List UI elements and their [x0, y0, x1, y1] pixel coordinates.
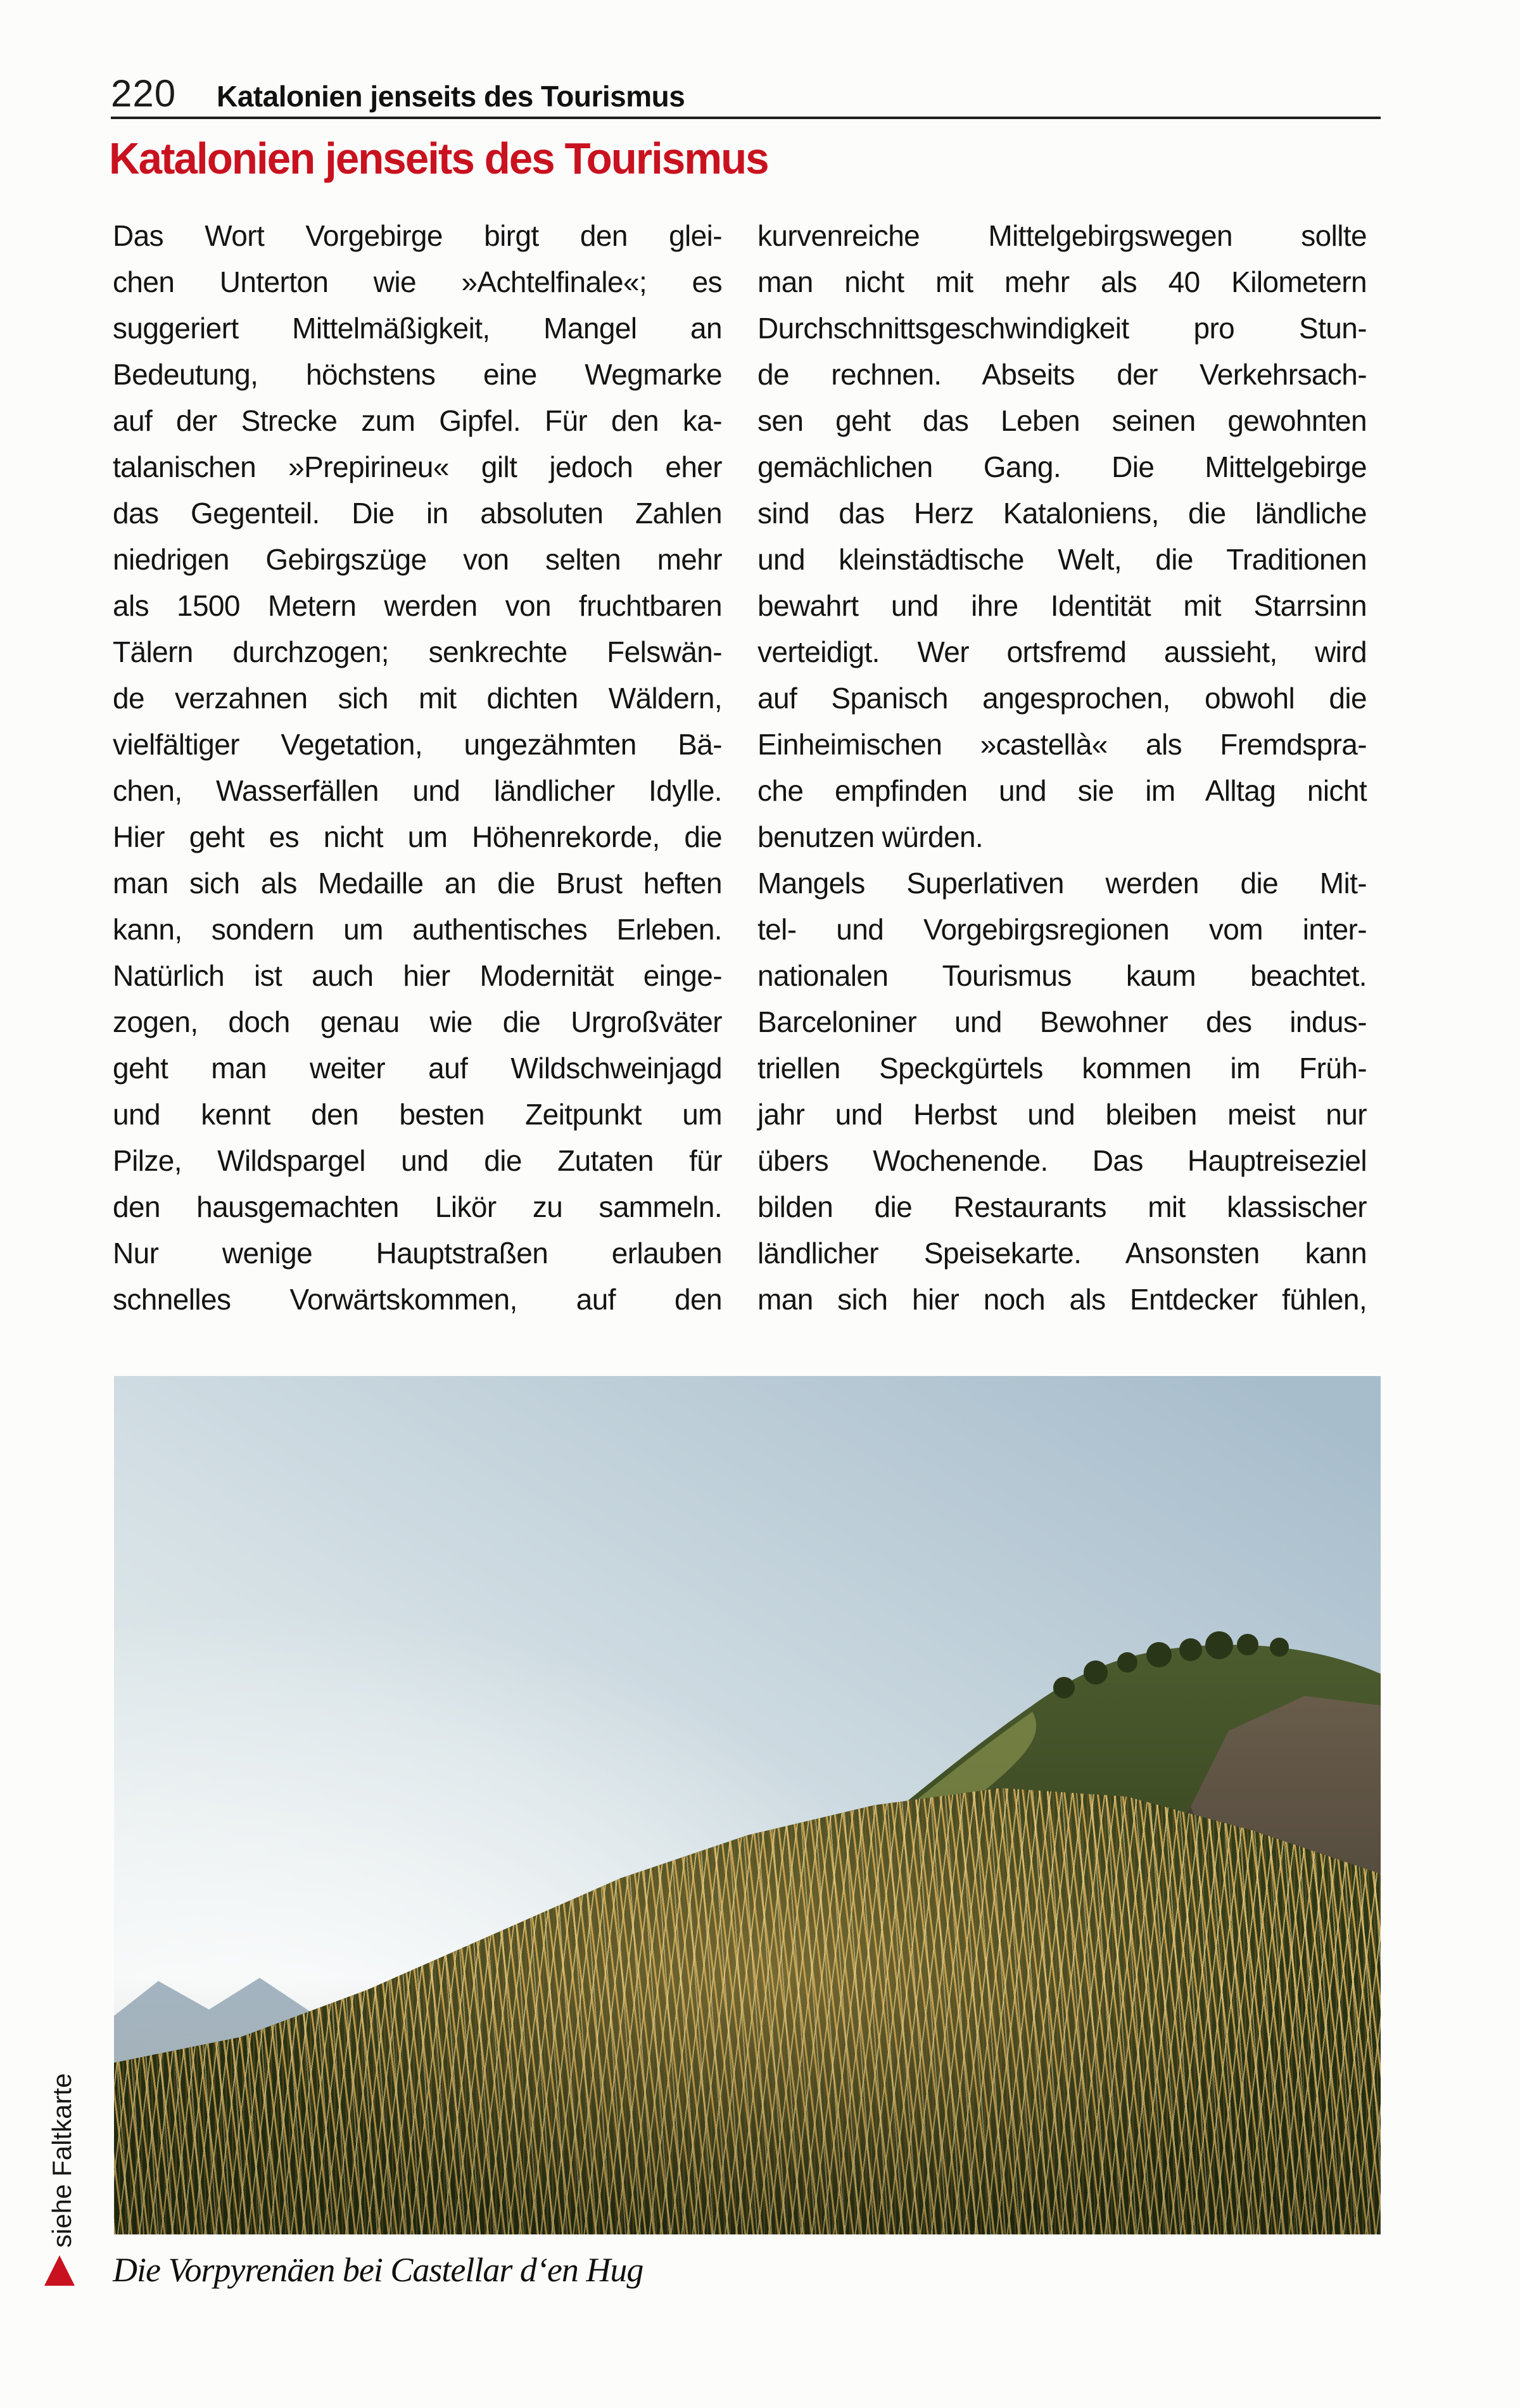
- text-line: den hausgemachten Likör zu sammeln.: [113, 1190, 722, 1223]
- text-line: de verzahnen sich mit dichten Wäldern,: [113, 682, 722, 715]
- text-line: übers Wochenende. Das Hauptreiseziel: [757, 1144, 1367, 1177]
- text-line: chen, Wasserfällen und ländlicher Idylle.: [113, 774, 722, 807]
- text-line: Natürlich ist auch hier Modernität einge-: [113, 959, 722, 992]
- margin-note-see-foldout-map: siehe Faltkarte: [47, 2073, 77, 2248]
- photo-vignette: [114, 1376, 1381, 2234]
- text-line: tel- und Vorgebirgsregionen vom inter-: [757, 913, 1367, 946]
- text-line: Tälern durchzogen; senkrechte Felswän-: [113, 635, 722, 668]
- text-line: man sich hier noch als Entdecker fühlen,: [757, 1283, 1367, 1316]
- text-line: Pilze, Wildspargel und die Zutaten für: [113, 1144, 722, 1177]
- text-line: bilden die Restaurants mit klassischer: [757, 1190, 1367, 1223]
- text-line: sen geht das Leben seinen gewohnten: [757, 404, 1367, 437]
- red-triangle-up-icon: [44, 2255, 75, 2286]
- text-line: kann, sondern um authentisches Erleben.: [113, 913, 722, 946]
- text-line: niedrigen Gebirgszüge von selten mehr: [113, 543, 722, 576]
- landscape-photo: [114, 1376, 1381, 2234]
- running-header-title: Katalonien jenseits des Tourismus: [217, 80, 685, 113]
- text-line: benutzen würden.: [757, 820, 984, 853]
- text-line: chen Unterton wie »Achtelfinale«; es: [113, 265, 722, 298]
- text-line: Bedeutung, höchstens eine Wegmarke: [113, 358, 722, 391]
- text-line: Nur wenige Hauptstraßen erlauben: [113, 1237, 722, 1270]
- text-line: bewahrt und ihre Identität mit Starrsinn: [757, 589, 1367, 622]
- text-line: zogen, doch genau wie die Urgroßväter: [113, 1005, 722, 1038]
- text-line: Hier geht es nicht um Höhenrekorde, die: [113, 820, 722, 853]
- photo-caption: Die Vorpyrenäen bei Castellar d‘en Hug: [113, 2251, 643, 2289]
- page-number: 220: [111, 72, 177, 115]
- text-column-left: [113, 213, 722, 1323]
- text-line: und kleinstädtische Welt, die Traditionen: [757, 543, 1367, 576]
- text-line: sind das Herz Kataloniens, die ländliche: [757, 497, 1367, 530]
- text-line: Barceloniner und Bewohner des indus-: [757, 1005, 1367, 1038]
- text-line: Einheimischen »castellà« als Fremdspra-: [757, 728, 1367, 761]
- text-line: verteidigt. Wer ortsfremd aussieht, wird: [757, 635, 1367, 668]
- text-line: schnelles Vorwärtskommen, auf den: [113, 1283, 722, 1316]
- text-line: geht man weiter auf Wildschweinjagd: [113, 1052, 722, 1085]
- text-line: de rechnen. Abseits der Verkehrsach-: [757, 358, 1367, 391]
- text-line: man sich als Medaille an die Brust heften: [113, 867, 722, 900]
- text-line: ländlicher Speisekarte. Ansonsten kann: [757, 1237, 1367, 1270]
- text-line: gemächlichen Gang. Die Mittelgebirge: [757, 450, 1367, 483]
- text-line: che empfinden und sie im Alltag nicht: [757, 774, 1367, 807]
- text-line: das Gegenteil. Die in absoluten Zahlen: [113, 497, 722, 530]
- text-line: kurvenreiche Mittelgebirgswegen sollte: [757, 219, 1367, 252]
- text-line: als 1500 Metern werden von fruchtbaren: [113, 589, 722, 622]
- text-line: triellen Speckgürtels kommen im Früh-: [757, 1052, 1367, 1085]
- text-line: suggeriert Mittelmäßigkeit, Mangel an: [113, 312, 722, 345]
- text-column-right: [757, 213, 1367, 1323]
- text-line: und kennt den besten Zeitpunkt um: [113, 1098, 722, 1131]
- text-line: Durchschnittsgeschwindigkeit pro Stun-: [757, 312, 1367, 345]
- header-divider: [111, 117, 1381, 119]
- text-line: auf der Strecke zum Gipfel. Für den ka-: [113, 404, 722, 437]
- text-line: Das Wort Vorgebirge birgt den glei-: [113, 219, 722, 252]
- text-line: vielfältiger Vegetation, ungezähmten Bä-: [113, 728, 722, 761]
- text-line: jahr und Herbst und bleiben meist nur: [757, 1098, 1367, 1131]
- text-line: talanischen »Prepirineu« gilt jedoch eher: [113, 450, 722, 483]
- chapter-heading: Katalonien jenseits des Tourismus: [109, 134, 768, 183]
- text-line: Mangels Superlativen werden die Mit-: [757, 867, 1367, 900]
- text-line: auf Spanisch angesprochen, obwohl die: [757, 682, 1367, 715]
- text-line: nationalen Tourismus kaum beachtet.: [757, 959, 1367, 992]
- text-line: man nicht mit mehr als 40 Kilometern: [757, 265, 1367, 298]
